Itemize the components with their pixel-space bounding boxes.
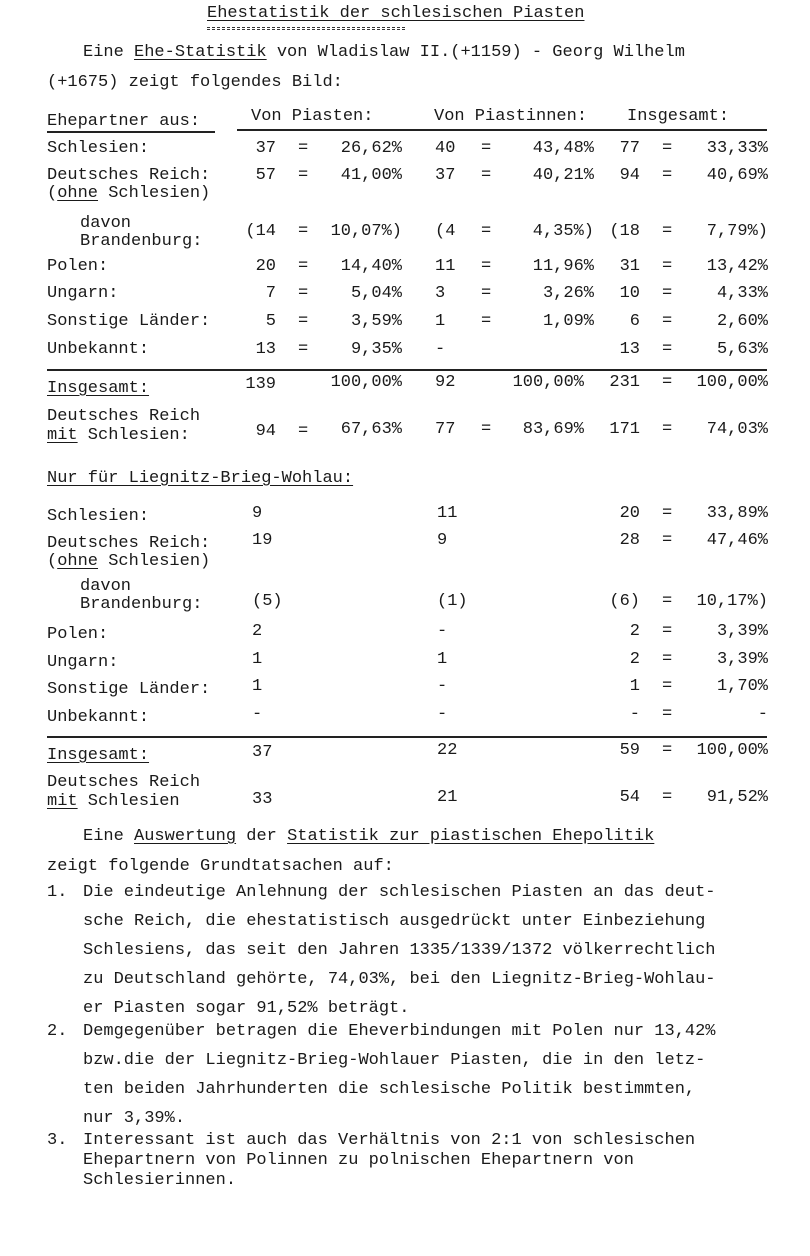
total-percent: - (757, 705, 768, 724)
equals: = (662, 788, 673, 807)
total-percent: 2,60% (716, 312, 768, 331)
row-label: Ungarn: (47, 653, 119, 672)
equals: = (662, 312, 673, 331)
piasten-count: 94 (255, 422, 276, 441)
piasten-percent: 9,35% (350, 340, 402, 359)
row-label: Unbekannt: (47, 708, 150, 727)
row-label-cont: Brandenburg: (80, 595, 203, 614)
total-count: 2 (629, 622, 640, 641)
total-count: 94 (619, 166, 640, 185)
equals: = (298, 257, 309, 276)
piastinnen-percent: 11,96% (532, 257, 594, 276)
title-double-underline-2 (207, 29, 405, 30)
piastinnen-count: - (437, 677, 448, 696)
emphasis: ohne (57, 552, 99, 571)
total-count: 2 (629, 650, 640, 669)
total-count: 77 (619, 139, 640, 158)
piastinnen-count: 3 (435, 284, 446, 303)
piasten-count: 1 (252, 650, 263, 669)
evaluation-underlined-term: Statistik zur piastischen Ehepolitik (287, 827, 655, 846)
row-label: davon (80, 214, 132, 233)
intro-line-1 (83, 43, 685, 63)
equals: = (662, 592, 673, 611)
equals: = (662, 284, 673, 303)
piasten-percent: 26,62% (340, 139, 402, 158)
row-label: Deutsches Reich: (47, 534, 211, 553)
piasten-count: 57 (255, 166, 276, 185)
piastinnen-count: 11 (437, 504, 458, 523)
piasten-percent: 67,63% (340, 420, 402, 439)
total-percent: 3,39% (716, 650, 768, 669)
total-count: 10 (619, 284, 640, 303)
header-underline (47, 131, 215, 133)
piastinnen-count: (4 (435, 222, 456, 241)
reich-label-cont (47, 793, 180, 811)
piastinnen-percent: 43,48% (532, 139, 594, 158)
reich-label: Deutsches Reich (47, 407, 201, 426)
equals: = (662, 222, 673, 241)
piastinnen-count: - (437, 705, 448, 724)
emphasis: ohne (57, 184, 99, 203)
equals: = (662, 420, 673, 439)
piasten-percent: 3,59% (350, 312, 402, 331)
equals: = (298, 422, 309, 441)
total-count: 20 (619, 504, 640, 523)
equals: = (481, 166, 492, 185)
list-line: Schlesiens, das seit den Jahren 1335/1339/1372 völkerrechtlich (83, 941, 716, 960)
emphasis: mit (47, 792, 78, 811)
equals: = (662, 504, 673, 523)
piasten-percent: 14,40% (340, 257, 402, 276)
reich-label: Deutsches Reich (47, 773, 201, 792)
section-heading-liegnitz: Nur für Liegnitz-Brieg-Wohlau: (47, 469, 354, 488)
equals: = (662, 622, 673, 641)
row-label: Sonstige Länder: (47, 312, 211, 331)
equals: = (481, 257, 492, 276)
row-label: Deutsches Reich: (47, 166, 211, 185)
intro-text: Eine (83, 43, 135, 62)
page-title: Ehestatistik der schlesischen Piasten (207, 4, 585, 23)
row-label: Schlesien: (47, 507, 150, 526)
list-line: Schlesierinnen. (83, 1171, 237, 1190)
piasten-count: 5 (265, 312, 276, 331)
intro-line-2: (+1675) zeigt folgendes Bild: (47, 73, 343, 92)
piastinnen-total: 92 (435, 373, 456, 392)
piastinnen-total: 22 (437, 741, 458, 760)
total-percent: 33,33% (706, 139, 768, 158)
title-double-underline (207, 27, 405, 28)
total-percent: 1,70% (716, 677, 768, 696)
total-percent: 33,89% (706, 504, 768, 523)
evaluation-text: der (236, 827, 288, 846)
total-count: 1 (629, 677, 640, 696)
piastinnen-percent: 83,69% (522, 420, 584, 439)
total-percent: 74,03% (706, 420, 768, 439)
piasten-count: 13 (255, 340, 276, 359)
piastinnen-count: 77 (435, 420, 456, 439)
reich-label-rest: Schlesien: (77, 426, 190, 445)
piastinnen-count: 37 (435, 166, 456, 185)
evaluation-underlined-term: Auswertung (134, 827, 237, 846)
total-count: (18 (609, 222, 640, 241)
total-count: 13 (619, 340, 640, 359)
row-label: Polen: (47, 257, 109, 276)
piasten-count: 19 (252, 531, 273, 550)
equals: = (662, 741, 673, 760)
equals: = (481, 284, 492, 303)
piasten-count: 20 (255, 257, 276, 276)
piasten-count: (5) (252, 592, 283, 611)
equals: = (662, 677, 673, 696)
reich-label-rest: Schlesien (77, 792, 180, 811)
column-header-piasten: Von Piasten: (251, 107, 374, 126)
piastinnen-count: - (435, 340, 446, 359)
row-label-cont: (ohne Schlesien) (47, 184, 211, 203)
equals: = (662, 531, 673, 550)
piastinnen-percent: 3,26% (542, 284, 594, 303)
row-label: Unbekannt: (47, 340, 150, 359)
piastinnen-count: 1 (435, 312, 446, 331)
piasten-count: (14 (245, 222, 276, 241)
equals: = (298, 166, 309, 185)
total-percent: 40,69% (706, 166, 768, 185)
grand-total: 231 (609, 373, 640, 392)
piastinnen-count: 9 (437, 531, 448, 550)
total-count: 6 (629, 312, 640, 331)
total-percent: 91,52% (706, 788, 768, 807)
equals: = (298, 312, 309, 331)
piastinnen-count: 40 (435, 139, 456, 158)
grand-total-percent: 100,00% (696, 741, 768, 760)
total-label: Insgesamt: (47, 379, 150, 398)
list-number: 1. (47, 883, 68, 902)
grand-total-percent: 100,00% (696, 373, 768, 392)
list-line: ten beiden Jahrhunderten die schlesische Politik bestimmten, (83, 1080, 696, 1099)
equals: = (481, 222, 492, 241)
piasten-total-percent: 100,00% (330, 373, 402, 392)
equals: = (662, 650, 673, 669)
total-percent: 7,79%) (706, 222, 768, 241)
equals: = (481, 312, 492, 331)
list-line: Interessant ist auch das Verhältnis von 2:1 von schlesischen (83, 1131, 696, 1150)
equals: = (298, 222, 309, 241)
row-label-cont: (ohne Schlesien) (47, 552, 211, 571)
total-count: (6) (609, 592, 640, 611)
list-line: Ehepartnern von Polinnen zu polnischen Ehepartnern von (83, 1151, 634, 1170)
table-divider (47, 369, 767, 371)
piasten-percent: 41,00% (340, 166, 402, 185)
piasten-percent: 5,04% (350, 284, 402, 303)
piasten-total: 139 (245, 375, 276, 394)
list-line: bzw.die der Liegnitz-Brieg-Wohlauer Piasten, die in den letz- (83, 1051, 706, 1070)
equals: = (662, 166, 673, 185)
column-header-piastinnen: Von Piastinnen: (434, 107, 588, 126)
total-count: - (629, 705, 640, 724)
intro-underlined-term: Ehe-Statistik (134, 43, 267, 62)
equals: = (481, 139, 492, 158)
evaluation-intro-line-2: zeigt folgende Grundtatsachen auf: (47, 857, 394, 876)
equals: = (298, 139, 309, 158)
total-percent: 5,63% (716, 340, 768, 359)
row-label: Sonstige Länder: (47, 680, 211, 699)
total-percent: 3,39% (716, 622, 768, 641)
piasten-total: 37 (252, 743, 273, 762)
piasten-count: 2 (252, 622, 263, 641)
list-line: sche Reich, die ehestatistisch ausgedrückt unter Einbeziehung (83, 912, 706, 931)
total-count: 54 (619, 788, 640, 807)
total-count: 171 (609, 420, 640, 439)
list-number: 3. (47, 1131, 68, 1150)
evaluation-intro (83, 827, 654, 847)
piastinnen-percent: 40,21% (532, 166, 594, 185)
equals: = (481, 420, 492, 439)
total-count: 31 (619, 257, 640, 276)
column-header-partner: Ehepartner aus: (47, 112, 201, 131)
total-percent: 4,33% (716, 284, 768, 303)
piasten-count: 33 (252, 790, 273, 809)
piastinnen-percent: 4,35%) (532, 222, 594, 241)
equals: = (298, 340, 309, 359)
column-header-insgesamt: Insgesamt: (627, 107, 730, 126)
grand-total: 59 (619, 741, 640, 760)
piastinnen-count: 11 (435, 257, 456, 276)
piasten-count: - (252, 705, 263, 724)
piastinnen-total-percent: 100,00% (512, 373, 584, 392)
reich-label-cont (47, 427, 190, 445)
piastinnen-count: 21 (437, 788, 458, 807)
piastinnen-percent: 1,09% (542, 312, 594, 331)
list-number: 2. (47, 1022, 68, 1041)
list-line: nur 3,39%. (83, 1109, 186, 1128)
piastinnen-count: (1) (437, 592, 468, 611)
piasten-count: 37 (255, 139, 276, 158)
total-count: 28 (619, 531, 640, 550)
total-percent: 13,42% (706, 257, 768, 276)
intro-text: von Wladislaw II.(+1159) - Georg Wilhelm (266, 43, 685, 62)
equals: = (662, 373, 673, 392)
equals: = (298, 284, 309, 303)
total-percent: 47,46% (706, 531, 768, 550)
piastinnen-count: - (437, 622, 448, 641)
piastinnen-count: 1 (437, 650, 448, 669)
row-label: davon (80, 577, 132, 596)
row-label: Polen: (47, 625, 109, 644)
list-line: Die eindeutige Anlehnung der schlesischen Piasten an das deut- (83, 883, 716, 902)
evaluation-text: Eine (83, 827, 135, 846)
row-label: Schlesien: (47, 139, 150, 158)
equals: = (662, 257, 673, 276)
list-line: Demgegenüber betragen die Eheverbindungen mit Polen nur 13,42% (83, 1022, 716, 1041)
table-divider (47, 736, 767, 738)
emphasis: mit (47, 426, 78, 445)
row-label-cont: Brandenburg: (80, 232, 203, 251)
total-label: Insgesamt: (47, 746, 150, 765)
row-label: Ungarn: (47, 284, 119, 303)
list-line: zu Deutschland gehörte, 74,03%, bei den Liegnitz-Brieg-Wohlau- (83, 970, 716, 989)
equals: = (662, 705, 673, 724)
total-percent: 10,17%) (696, 592, 768, 611)
list-line: er Piasten sogar 91,52% beträgt. (83, 999, 410, 1018)
piasten-count: 1 (252, 677, 263, 696)
piasten-percent: 10,07%) (330, 222, 402, 241)
equals: = (662, 340, 673, 359)
equals: = (662, 139, 673, 158)
piasten-count: 7 (265, 284, 276, 303)
header-underline (237, 129, 767, 131)
piasten-count: 9 (252, 504, 263, 523)
